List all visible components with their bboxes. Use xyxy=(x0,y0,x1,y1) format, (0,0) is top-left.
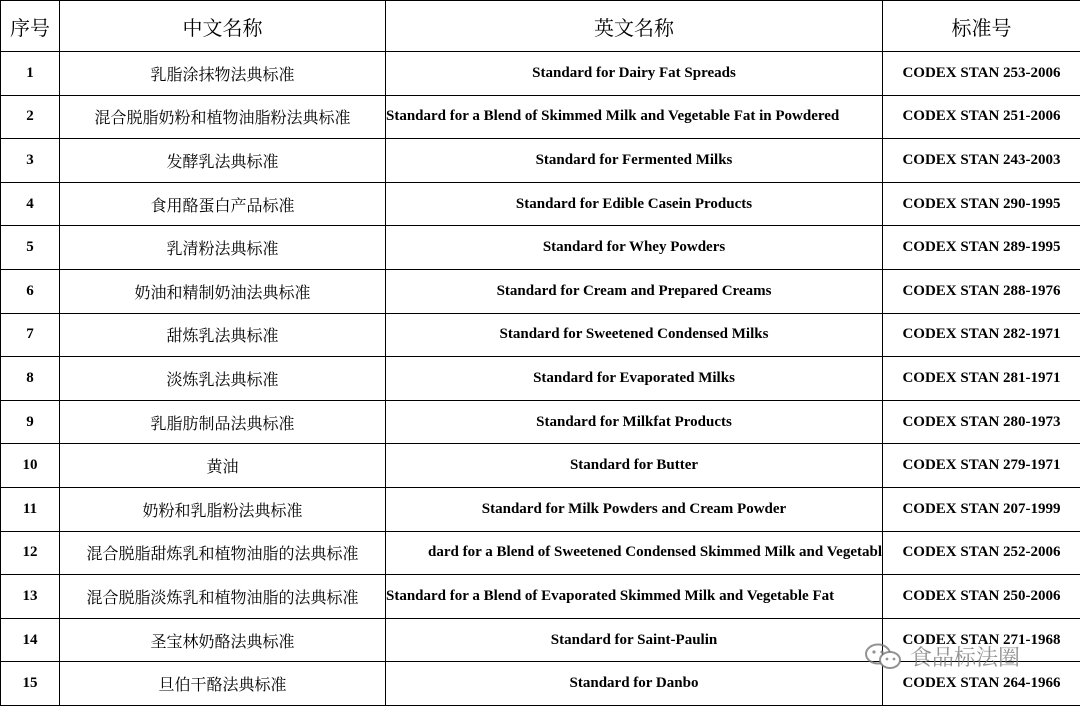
row-number: 14 xyxy=(1,618,60,662)
table-row xyxy=(1,52,1080,96)
table-row xyxy=(1,226,1080,270)
row-number: 12 xyxy=(1,531,60,575)
chinese-name-cell: 乳脂肪制品法典标准 xyxy=(60,400,386,444)
standard-number-cell: CODEX STAN 289-1995 xyxy=(883,226,1080,270)
chinese-name-cell: 发酵乳法典标准 xyxy=(60,139,386,183)
chinese-name-cell: 混合脱脂奶粉和植物油脂粉法典标准 xyxy=(60,95,386,139)
table-row xyxy=(1,531,1080,575)
english-name-cell: Standard for Edible Casein Products xyxy=(386,182,883,226)
row-number: 2 xyxy=(1,95,60,139)
row-number: 4 xyxy=(1,182,60,226)
english-name-cell: Standard for Cream and Prepared Creams xyxy=(386,269,883,313)
row-number: 7 xyxy=(1,313,60,357)
chinese-name-cell: 淡炼乳法典标准 xyxy=(60,357,386,401)
standard-number-cell: CODEX STAN 290-1995 xyxy=(883,182,1080,226)
standard-number-cell: CODEX STAN 207-1999 xyxy=(883,487,1080,531)
table-row xyxy=(1,400,1080,444)
row-number: 11 xyxy=(1,487,60,531)
header-row xyxy=(1,1,1080,52)
standard-number-cell: CODEX STAN 243-2003 xyxy=(883,139,1080,183)
watermark-text: 食品标法圈 xyxy=(910,646,1021,671)
chinese-name-cell: 食用酪蛋白产品标准 xyxy=(60,182,386,226)
standard-number-cell: CODEX STAN 253-2006 xyxy=(883,52,1080,96)
chinese-name-cell: 旦伯干酪法典标准 xyxy=(60,662,386,706)
english-name-cell: Standard for Milk Powders and Cream Powder xyxy=(386,487,883,531)
table-row xyxy=(1,487,1080,531)
table-row xyxy=(1,182,1080,226)
row-number: 5 xyxy=(1,226,60,270)
table-row xyxy=(1,618,1080,662)
row-number: 3 xyxy=(1,139,60,183)
table-row xyxy=(1,444,1080,488)
standard-number-cell: CODEX STAN 251-2006 xyxy=(883,95,1080,139)
row-number: 8 xyxy=(1,357,60,401)
header-no: 序号 xyxy=(1,1,60,52)
table-row xyxy=(1,313,1080,357)
standard-number-cell: CODEX STAN 264-1966 xyxy=(883,662,1080,706)
row-number: 15 xyxy=(1,662,60,706)
chinese-name-cell: 奶油和精制奶油法典标准 xyxy=(60,269,386,313)
standard-number-cell: CODEX STAN 288-1976 xyxy=(883,269,1080,313)
row-number: 1 xyxy=(1,52,60,96)
table-row xyxy=(1,269,1080,313)
english-name-cell: Standard for Dairy Fat Spreads xyxy=(386,52,883,96)
row-number: 9 xyxy=(1,400,60,444)
header-standard-number: 标准号 xyxy=(883,1,1080,52)
chinese-name-cell: 圣宝林奶酪法典标准 xyxy=(60,618,386,662)
table-row xyxy=(1,95,1080,139)
chinese-name-cell: 甜炼乳法典标准 xyxy=(60,313,386,357)
standard-number-cell: CODEX STAN 282-1971 xyxy=(883,313,1080,357)
standard-number-cell: CODEX STAN 279-1971 xyxy=(883,444,1080,488)
english-name-cell: Standard for a Blend of Skimmed Milk and Vegetable Fat in Powdered xyxy=(386,95,883,139)
english-name-cell: Standard for Butter xyxy=(386,444,883,488)
english-name-cell: Standard for Whey Powders xyxy=(386,226,883,270)
row-number: 6 xyxy=(1,269,60,313)
row-number: 10 xyxy=(1,444,60,488)
english-name-cell: Standard for Sweetened Condensed Milks xyxy=(386,313,883,357)
standard-number-cell: CODEX STAN 280-1973 xyxy=(883,400,1080,444)
header-english-name: 英文名称 xyxy=(386,1,883,52)
standard-number-cell: CODEX STAN 281-1971 xyxy=(883,357,1080,401)
chinese-name-cell: 混合脱脂淡炼乳和植物油脂的法典标准 xyxy=(60,575,386,619)
english-name-cell: Standard for Fermented Milks xyxy=(386,139,883,183)
standard-number-cell: CODEX STAN 252-2006 xyxy=(883,531,1080,575)
chinese-name-cell: 奶粉和乳脂粉法典标准 xyxy=(60,487,386,531)
header-chinese-name: 中文名称 xyxy=(60,1,386,52)
standard-number-cell: CODEX STAN 271-1968 xyxy=(883,618,1080,662)
english-name-cell: Standard for a Blend of Evaporated Skimmed Milk and Vegetable Fat xyxy=(386,575,883,619)
chinese-name-cell: 黄油 xyxy=(60,444,386,488)
english-name-cell: dard for a Blend of Sweetened Condensed Skimmed Milk and Vegetabl xyxy=(386,531,883,575)
row-number: 13 xyxy=(1,575,60,619)
english-name-cell: Standard for Evaporated Milks xyxy=(386,357,883,401)
table-row xyxy=(1,662,1080,706)
english-name-cell: Standard for Milkfat Products xyxy=(386,400,883,444)
chinese-name-cell: 乳清粉法典标准 xyxy=(60,226,386,270)
chinese-name-cell: 乳脂涂抹物法典标准 xyxy=(60,52,386,96)
table-row xyxy=(1,139,1080,183)
table-row xyxy=(1,357,1080,401)
standard-number-cell: CODEX STAN 250-2006 xyxy=(883,575,1080,619)
english-name-cell: Standard for Danbo xyxy=(386,662,883,706)
english-name-cell: Standard for Saint-Paulin xyxy=(386,618,883,662)
table-row xyxy=(1,575,1080,619)
chinese-name-cell: 混合脱脂甜炼乳和植物油脂的法典标准 xyxy=(60,531,386,575)
